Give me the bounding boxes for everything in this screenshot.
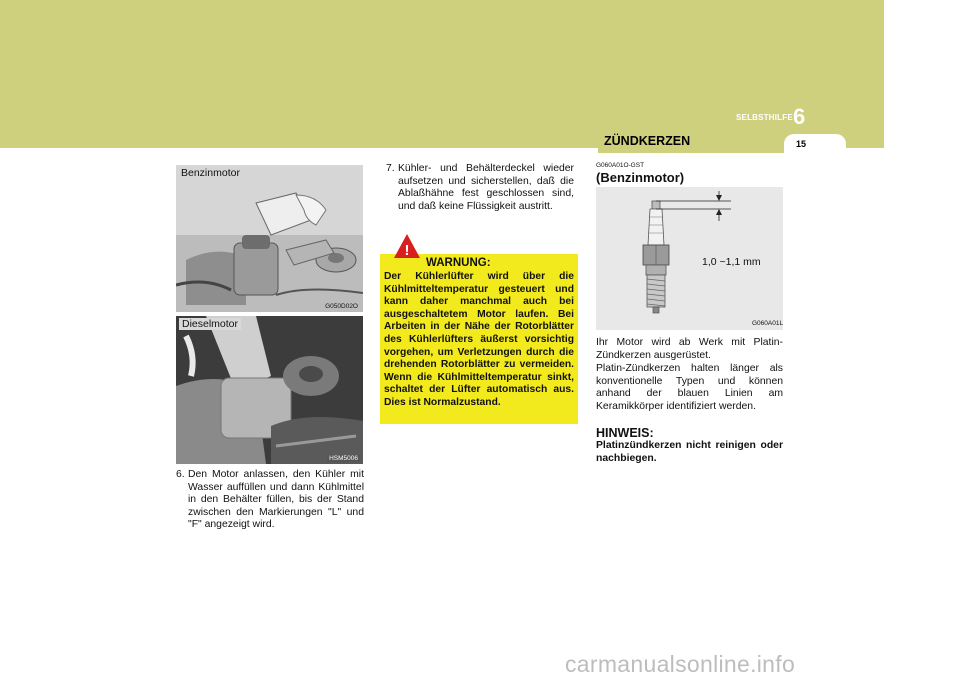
photo-code-diesel: HSM5006 (329, 455, 358, 462)
photo-label-diesel: Dieselmotor (179, 318, 241, 330)
warning-triangle-icon (393, 233, 421, 259)
diesel-engine-photo (176, 316, 363, 464)
photo-code-petrol: G050D02O (325, 303, 358, 310)
warning-heading: WARNUNG: (426, 257, 491, 269)
paragraph-factory-platinum: Ihr Motor wird ab Werk mit Platin-Zündkerzen ausgerüstet. (596, 337, 783, 361)
warning-symbol: ! (404, 242, 410, 259)
note-body: Platinzündkerzen nicht reinigen oder nachbiegen. (596, 440, 783, 464)
photo-diesel-engine (176, 316, 363, 464)
warning-body: Der Kühlerlüfter wird über die Kühlmitteltemperatur gesteuert und kann daher manchmal auch bei ausgeschaltetem Motor laufen. Bei Arbeiten in der Nähe der Rotorblätter des Kühlerlüfters äußerst vorsichtig vorgehen, um Verletzungen durch die drehenden Rotorblätter zu vermeiden. Wenn die Kühlmitteltemperatur sinkt, schaltet der Lüfter automatisch aus. Dies ist Normalzustand. (384, 271, 574, 408)
header-band (0, 0, 884, 148)
step-7-number: 7. (386, 163, 395, 174)
petrol-engine-illustration (176, 165, 363, 312)
step-6-text: Den Motor anlassen, den Kühler mit Wasser auffüllen und dann Kühlmittel in den Behälter füllen, bis der Stand zwischen den Markierungen "L" und "F" angezeigt wird. (188, 469, 364, 531)
section-title: ZÜNDKERZEN (604, 134, 691, 148)
paragraph-platinum-life: Platin-Zündkerzen halten länger als konventionelle Typen und können anhand der blauen Linien am Keramikkörper identifiziert werden. (596, 363, 783, 412)
electrode-gap-label: 1,0 ~1,1 mm (702, 256, 761, 268)
page-number-tab (784, 134, 846, 153)
reference-code: G060A01O-GST (596, 162, 645, 169)
photo-label-petrol: Benzinmotor (181, 167, 240, 179)
note-heading: HINWEIS: (596, 426, 654, 440)
section-tab (598, 131, 788, 153)
step-7-text: Kühler- und Behälterdeckel wieder aufsetzen und sicherstellen, daß die Ablaßhähne fest geschlossen sind, und daß keine Flüssigkeit austritt. (398, 163, 574, 212)
step-6-number: 6. (176, 469, 185, 480)
subheading-petrol: (Benzinmotor) (596, 170, 685, 185)
photo-petrol-engine (176, 165, 363, 312)
figure-code: G060A01L (752, 320, 784, 327)
chapter-number: 6 (793, 104, 806, 129)
chapter-title: SELBSTHILFE (736, 113, 793, 122)
page-number: 15 (796, 139, 807, 149)
watermark-text: carmanualsonline.info (565, 651, 796, 677)
